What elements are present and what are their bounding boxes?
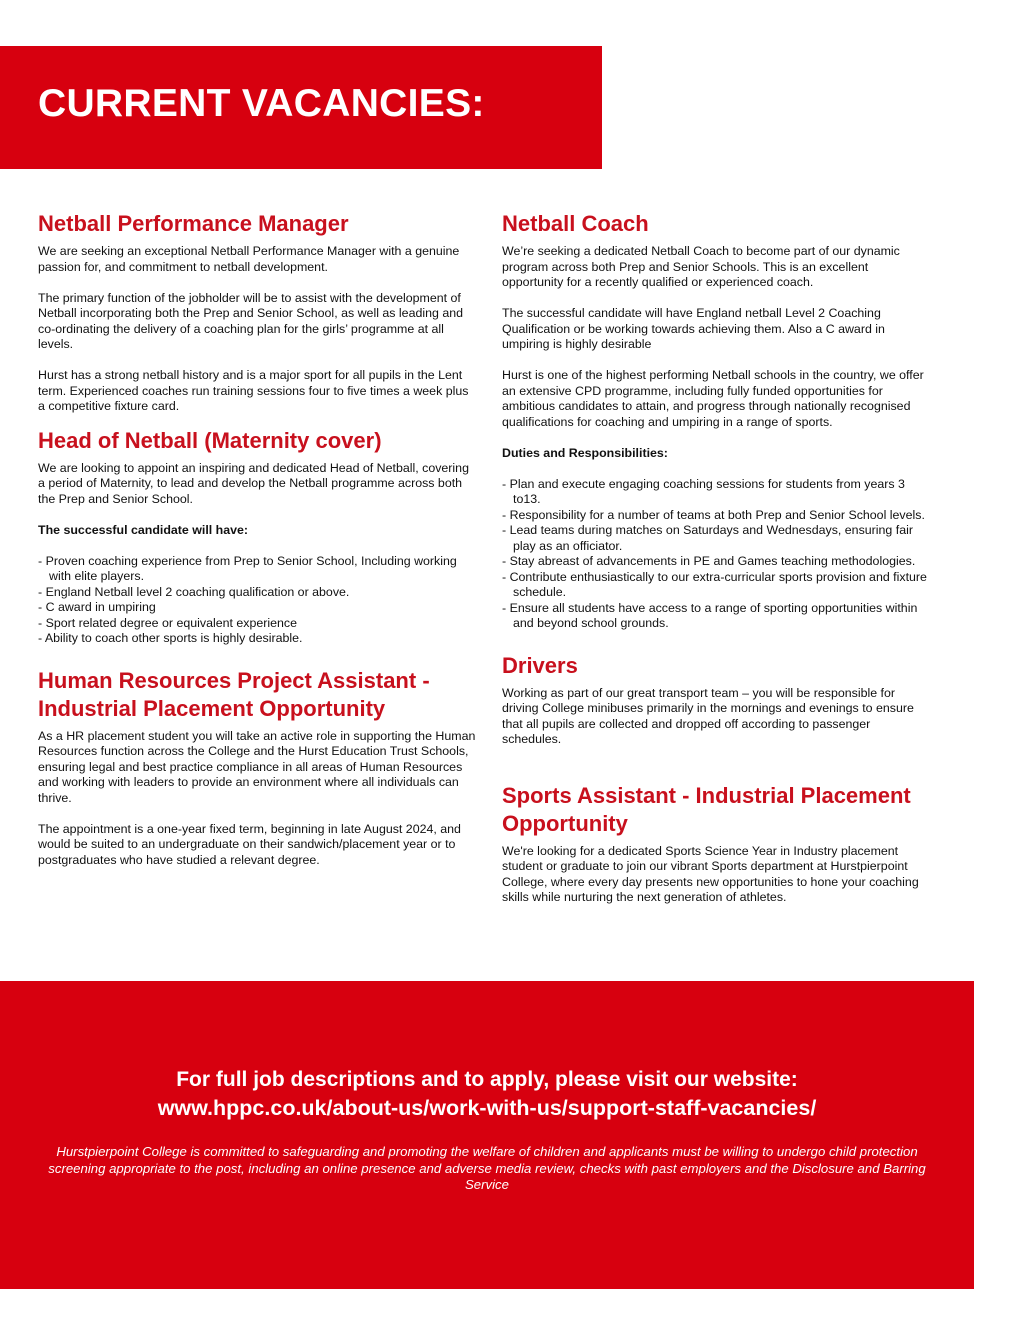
list-item: - Sport related degree or equivalent experience — [38, 616, 478, 632]
right-column — [502, 210, 932, 918]
left-column — [38, 210, 478, 880]
job-paragraph: Hurst is one of the highest performing Netball schools in the country, we offer an extensive CPD programme, including fully funded opportunities for ambitious candidates to attain, and progress through nationally recognised qualifications for coaching and umpiring in a range of sports. — [502, 368, 924, 429]
job-paragraph: Working as part of our great transport team – you will be responsible for driving College minibuses primarily in the mornings and evenings to ensure that all pupils are collected and dropped off according to passenger schedules. — [502, 685, 914, 746]
page-title: CURRENT VACANCIES: — [38, 82, 485, 125]
job-title: Head of Netball (Maternity cover) — [38, 427, 382, 453]
job-paragraph: We're looking for a dedicated Sports Science Year in Industry placement student or graduate to join our vibrant Sports department at Hurstpierpoint College, where every day presents new opportunities to hone your coaching skills while nurturing the next generation of athletes. — [502, 843, 919, 904]
apply-call-to-action: For full job descriptions and to apply, please visit our website: — [176, 1068, 798, 1091]
list-item: - C award in umpiring — [38, 600, 478, 616]
job-title: Netball Coach — [502, 211, 649, 236]
duties-list — [502, 477, 932, 632]
requirements-list — [38, 554, 478, 647]
footer-banner — [0, 981, 974, 1289]
list-item: - Ability to coach other sports is highly desirable. — [38, 631, 478, 647]
list-item: - England Netball level 2 coaching qualification or above. — [38, 585, 478, 601]
job-subheading: Duties and Responsibilities: — [502, 445, 668, 460]
job-title: Sports Assistant - Industrial Placement Opportunity — [502, 782, 911, 836]
job-sports-assistant — [502, 782, 932, 906]
job-netball-coach — [502, 210, 932, 632]
job-paragraph: We are seeking an exceptional Netball Performance Manager with a genuine passion for, and commitment to netball development. — [38, 244, 460, 274]
job-paragraph: The successful candidate will have England netball Level 2 Coaching Qualification or be working towards achieving them. Also a C award in umpiring is highly desirable — [502, 306, 885, 351]
job-hr-project-assistant — [38, 667, 478, 869]
job-paragraph: Hurst has a strong netball history and is a major sport for all pupils in the Lent term. Experienced coaches run training sessions four to five times a week plus a competitive fixture card. — [38, 368, 469, 413]
job-paragraph: As a HR placement student you will take an active role in supporting the Human Resources function across the College and the Hurst Education Trust Schools, ensuring legal and best practice compliance in all areas of Human Resources and working with leaders to provide an environment where all individuals can thrive. — [38, 728, 476, 805]
list-item: - Proven coaching experience from Prep to Senior School, Including working with elite players. — [38, 554, 478, 585]
list-item: - Stay abreast of advancements in PE and Games teaching methodologies. — [502, 554, 932, 570]
job-title: Netball Performance Manager — [38, 211, 349, 236]
website-link[interactable]: www.hppc.co.uk/about-us/work-with-us/support-staff-vacancies/ — [157, 1096, 817, 1120]
job-paragraph: We are looking to appoint an inspiring and dedicated Head of Netball, covering a period of Maternity, to lead and develop the Netball programme across both the Prep and Senior School. — [38, 460, 469, 506]
safeguarding-statement: Hurstpierpoint College is committed to safeguarding and promoting the welfare of children and applicants must be willing to undergo child protection screening appropriate to the post, including an online presence and adverse media review, checks with past employers and the Disclosure and Barring Service — [48, 1144, 926, 1192]
header-banner — [0, 46, 602, 169]
job-title: Drivers — [502, 652, 578, 678]
list-item: - Plan and execute engaging coaching sessions for students from years 3 to13. — [502, 477, 932, 508]
job-paragraph: We’re seeking a dedicated Netball Coach to become part of our dynamic program across both Prep and Senior Schools. This is an excellent opportunity for a recently qualified or experienced coach. — [502, 244, 900, 289]
job-head-of-netball — [38, 427, 478, 647]
job-title: Human Resources Project Assistant - Industrial Placement Opportunity — [38, 667, 430, 721]
list-item: - Responsibility for a number of teams at both Prep and Senior School levels. — [502, 508, 932, 524]
job-netball-performance-manager — [38, 210, 478, 415]
list-item: - Ensure all students have access to a range of sporting opportunities within and beyond school grounds. — [502, 601, 932, 632]
list-item: - Contribute enthusiastically to our extra-curricular sports provision and fixture schedule. — [502, 570, 932, 601]
list-item: - Lead teams during matches on Saturdays and Wednesdays, ensuring fair play as an officiator. — [502, 523, 932, 554]
job-drivers — [502, 652, 932, 748]
job-subheading: The successful candidate will have: — [38, 522, 249, 537]
job-paragraph: The appointment is a one-year fixed term, beginning in late August 2024, and would be suited to an undergraduate on their sandwich/placement year or to postgraduates who have studied a relevant degree. — [38, 821, 461, 867]
job-paragraph: The primary function of the jobholder will be to assist with the development of Netball incorporating both the Prep and Senior School, as well as leading and co-ordinating the delivery of a coaching plan for the girls’ programme at all levels. — [38, 290, 463, 351]
